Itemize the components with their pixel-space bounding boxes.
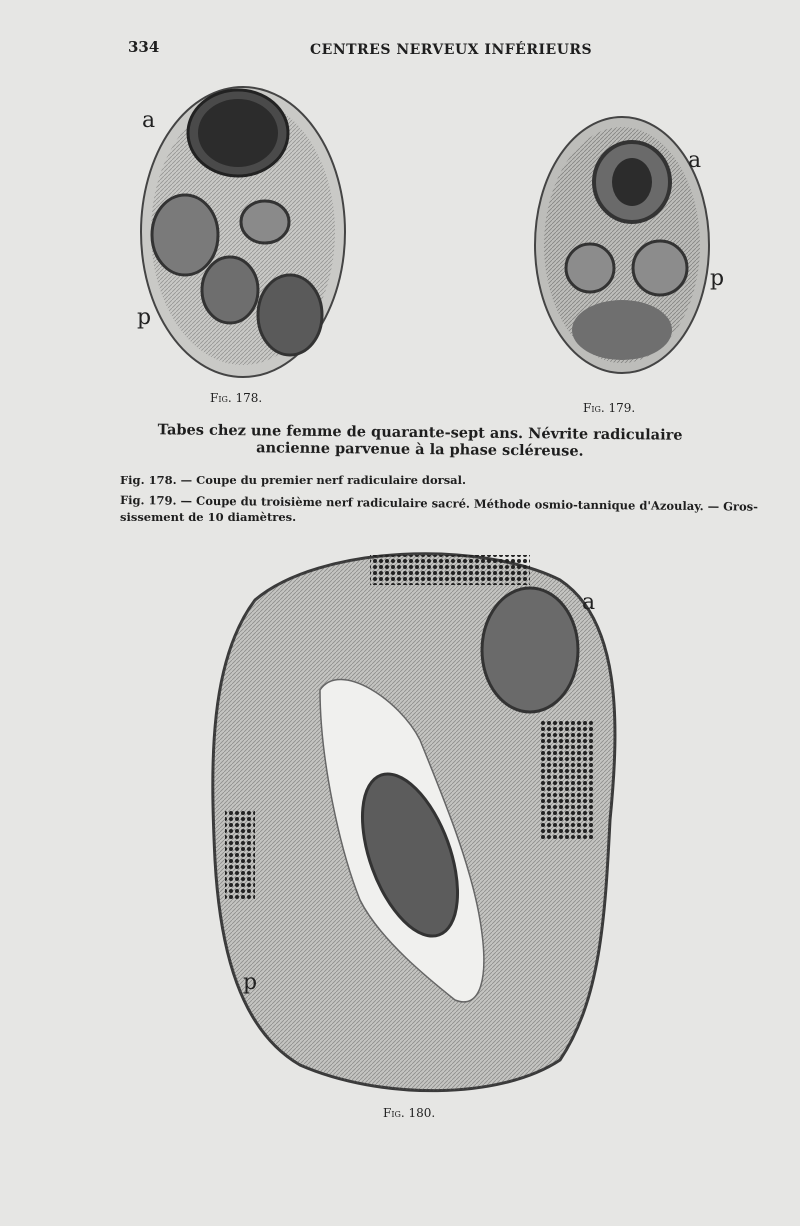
caption-fig179-line1: Fig. 179. — Coupe du troisième nerf radiculaire sacré. Méthode osmio-tannique d'Azoulay. — Gros- xyxy=(119,493,758,514)
fig179-letter-p: p xyxy=(710,266,725,291)
figure-180-section xyxy=(213,554,615,1091)
caption-fig179-line2: sissement de 10 diamètres. xyxy=(120,510,297,524)
fig180-label: Fig. 180. xyxy=(383,1106,436,1120)
fig180-letter-a: a xyxy=(582,590,596,615)
fig179-label: Fig. 179. xyxy=(583,401,636,415)
figure-caption-main: Tabes chez une femme de quarante-sept ans. Névrite radiculaire ancienne parvenue à la phase scléreuse. xyxy=(157,421,683,460)
fig178-letter-a: a xyxy=(142,108,156,133)
caption-fig178: Fig. 178. — Coupe du premier nerf radiculaire dorsal. xyxy=(120,473,466,487)
running-title: CENTRES NERVEUX INFÉRIEURS xyxy=(310,42,593,58)
fig180-letter-p: p xyxy=(243,970,258,995)
figure-178-section xyxy=(141,87,345,377)
fig179-letter-a: a xyxy=(688,148,702,173)
fig178-letter-p: p xyxy=(137,305,152,330)
page-number: 334 xyxy=(128,38,160,56)
figure-179-section xyxy=(535,117,709,373)
fig178-label: Fig. 178. xyxy=(210,391,263,405)
